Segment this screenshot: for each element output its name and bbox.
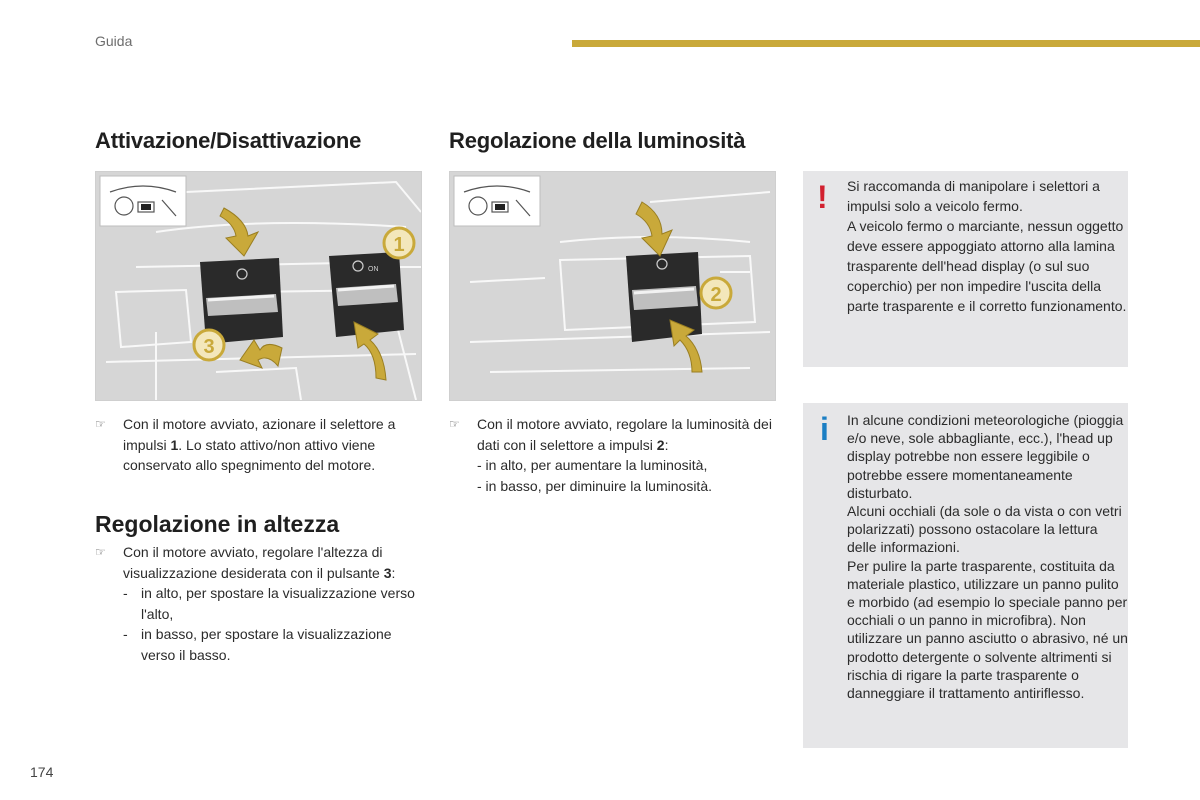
brightness-option-up: - in alto, per aumentare la luminosità, xyxy=(477,457,708,473)
brightness-title: Regolazione della luminosità xyxy=(449,128,746,153)
activation-figure xyxy=(95,171,422,401)
header-rule xyxy=(572,40,1200,47)
warning-text: Si raccomanda di manipolare i selettori a impulsi solo a veicolo fermo. A veicolo fermo o marciante, nessun oggetto deve essere appoggiato attorno alla lamina trasparente dell'head display (o sul suo coperchio) per non impedire l'uscita della parte trasparente e il corretto funzionamento. xyxy=(847,178,1127,314)
section-label: Guida xyxy=(95,33,133,49)
brightness-figure xyxy=(449,171,776,401)
bullet-icon: ☞ xyxy=(95,545,106,559)
height-option-up: - in alto, per spostare la visualizzazione verso l'alto, xyxy=(123,585,415,622)
height-option-down: - in basso, per spostare la visualizzazione verso il basso. xyxy=(123,626,392,663)
height-step: ☞ Con il motore avviato, regolare l'altezza di visualizzazione desiderata con il pulsante 3: - in alto, per spostare la visualizzazione verso l'alto, - in basso, per spostare la visualizzazione verso il basso. xyxy=(95,542,425,665)
bullet-icon: ☞ xyxy=(449,417,460,431)
brightness-option-down: - in basso, per diminuire la luminosità. xyxy=(477,477,712,494)
badge-3 xyxy=(194,330,224,360)
badge-1 xyxy=(384,228,414,258)
info-note xyxy=(803,403,1128,748)
bullet-icon: ☞ xyxy=(95,417,106,431)
svg-text:2: 2 xyxy=(710,284,722,306)
svg-text:1: 1 xyxy=(393,234,405,256)
svg-text:3: 3 xyxy=(203,336,215,358)
warning-note xyxy=(803,171,1128,367)
activation-title: Attivazione/Disattivazione xyxy=(95,128,362,153)
brightness-step: ☞ Con il motore avviato, regolare la luminosità dei dati con il selettore a impulsi 2: - in alto, per aumentare la luminosità, - in basso, per diminuire la luminosità. xyxy=(449,414,779,496)
brightness-illustration xyxy=(450,172,775,400)
svg-text:ON: ON xyxy=(368,266,379,273)
activation-switch xyxy=(329,252,404,337)
badge-2 xyxy=(701,278,731,308)
warning-icon: ! xyxy=(817,179,828,215)
info-text: In alcune condizioni meteorologiche (pioggia e/o neve, sole abbagliante, ecc.), l'head up display potrebbe non essere leggibile o potrebbe essere momentaneamente disturbato. Alcuni occhiali (da sole o da vista o con vetri polarizzati) possono ostacolare la lettura delle informazioni. Per pulire la parte trasparente, costituita da materiale plastico, utilizzare un panno pulito e morbido (ad esempio lo speciale panno per occhiali o un panno in microfibra). Non utilizzare un panno asciutto o abrasivo, né un prodotto detergente o solvente altrimenti si rischia di rigare la parte trasparente o danneggiare il trattamento antiriflesso. xyxy=(847,412,1128,702)
info-icon: i xyxy=(820,411,829,447)
page-number: 174 xyxy=(30,764,54,780)
activation-illustration xyxy=(96,172,421,400)
activation-step: ☞ Con il motore avviato, azionare il selettore a impulsi 1. Lo stato attivo/non attivo viene conservato allo spegnimento del motore. xyxy=(95,416,396,473)
height-title: Regolazione in altezza xyxy=(95,511,340,537)
